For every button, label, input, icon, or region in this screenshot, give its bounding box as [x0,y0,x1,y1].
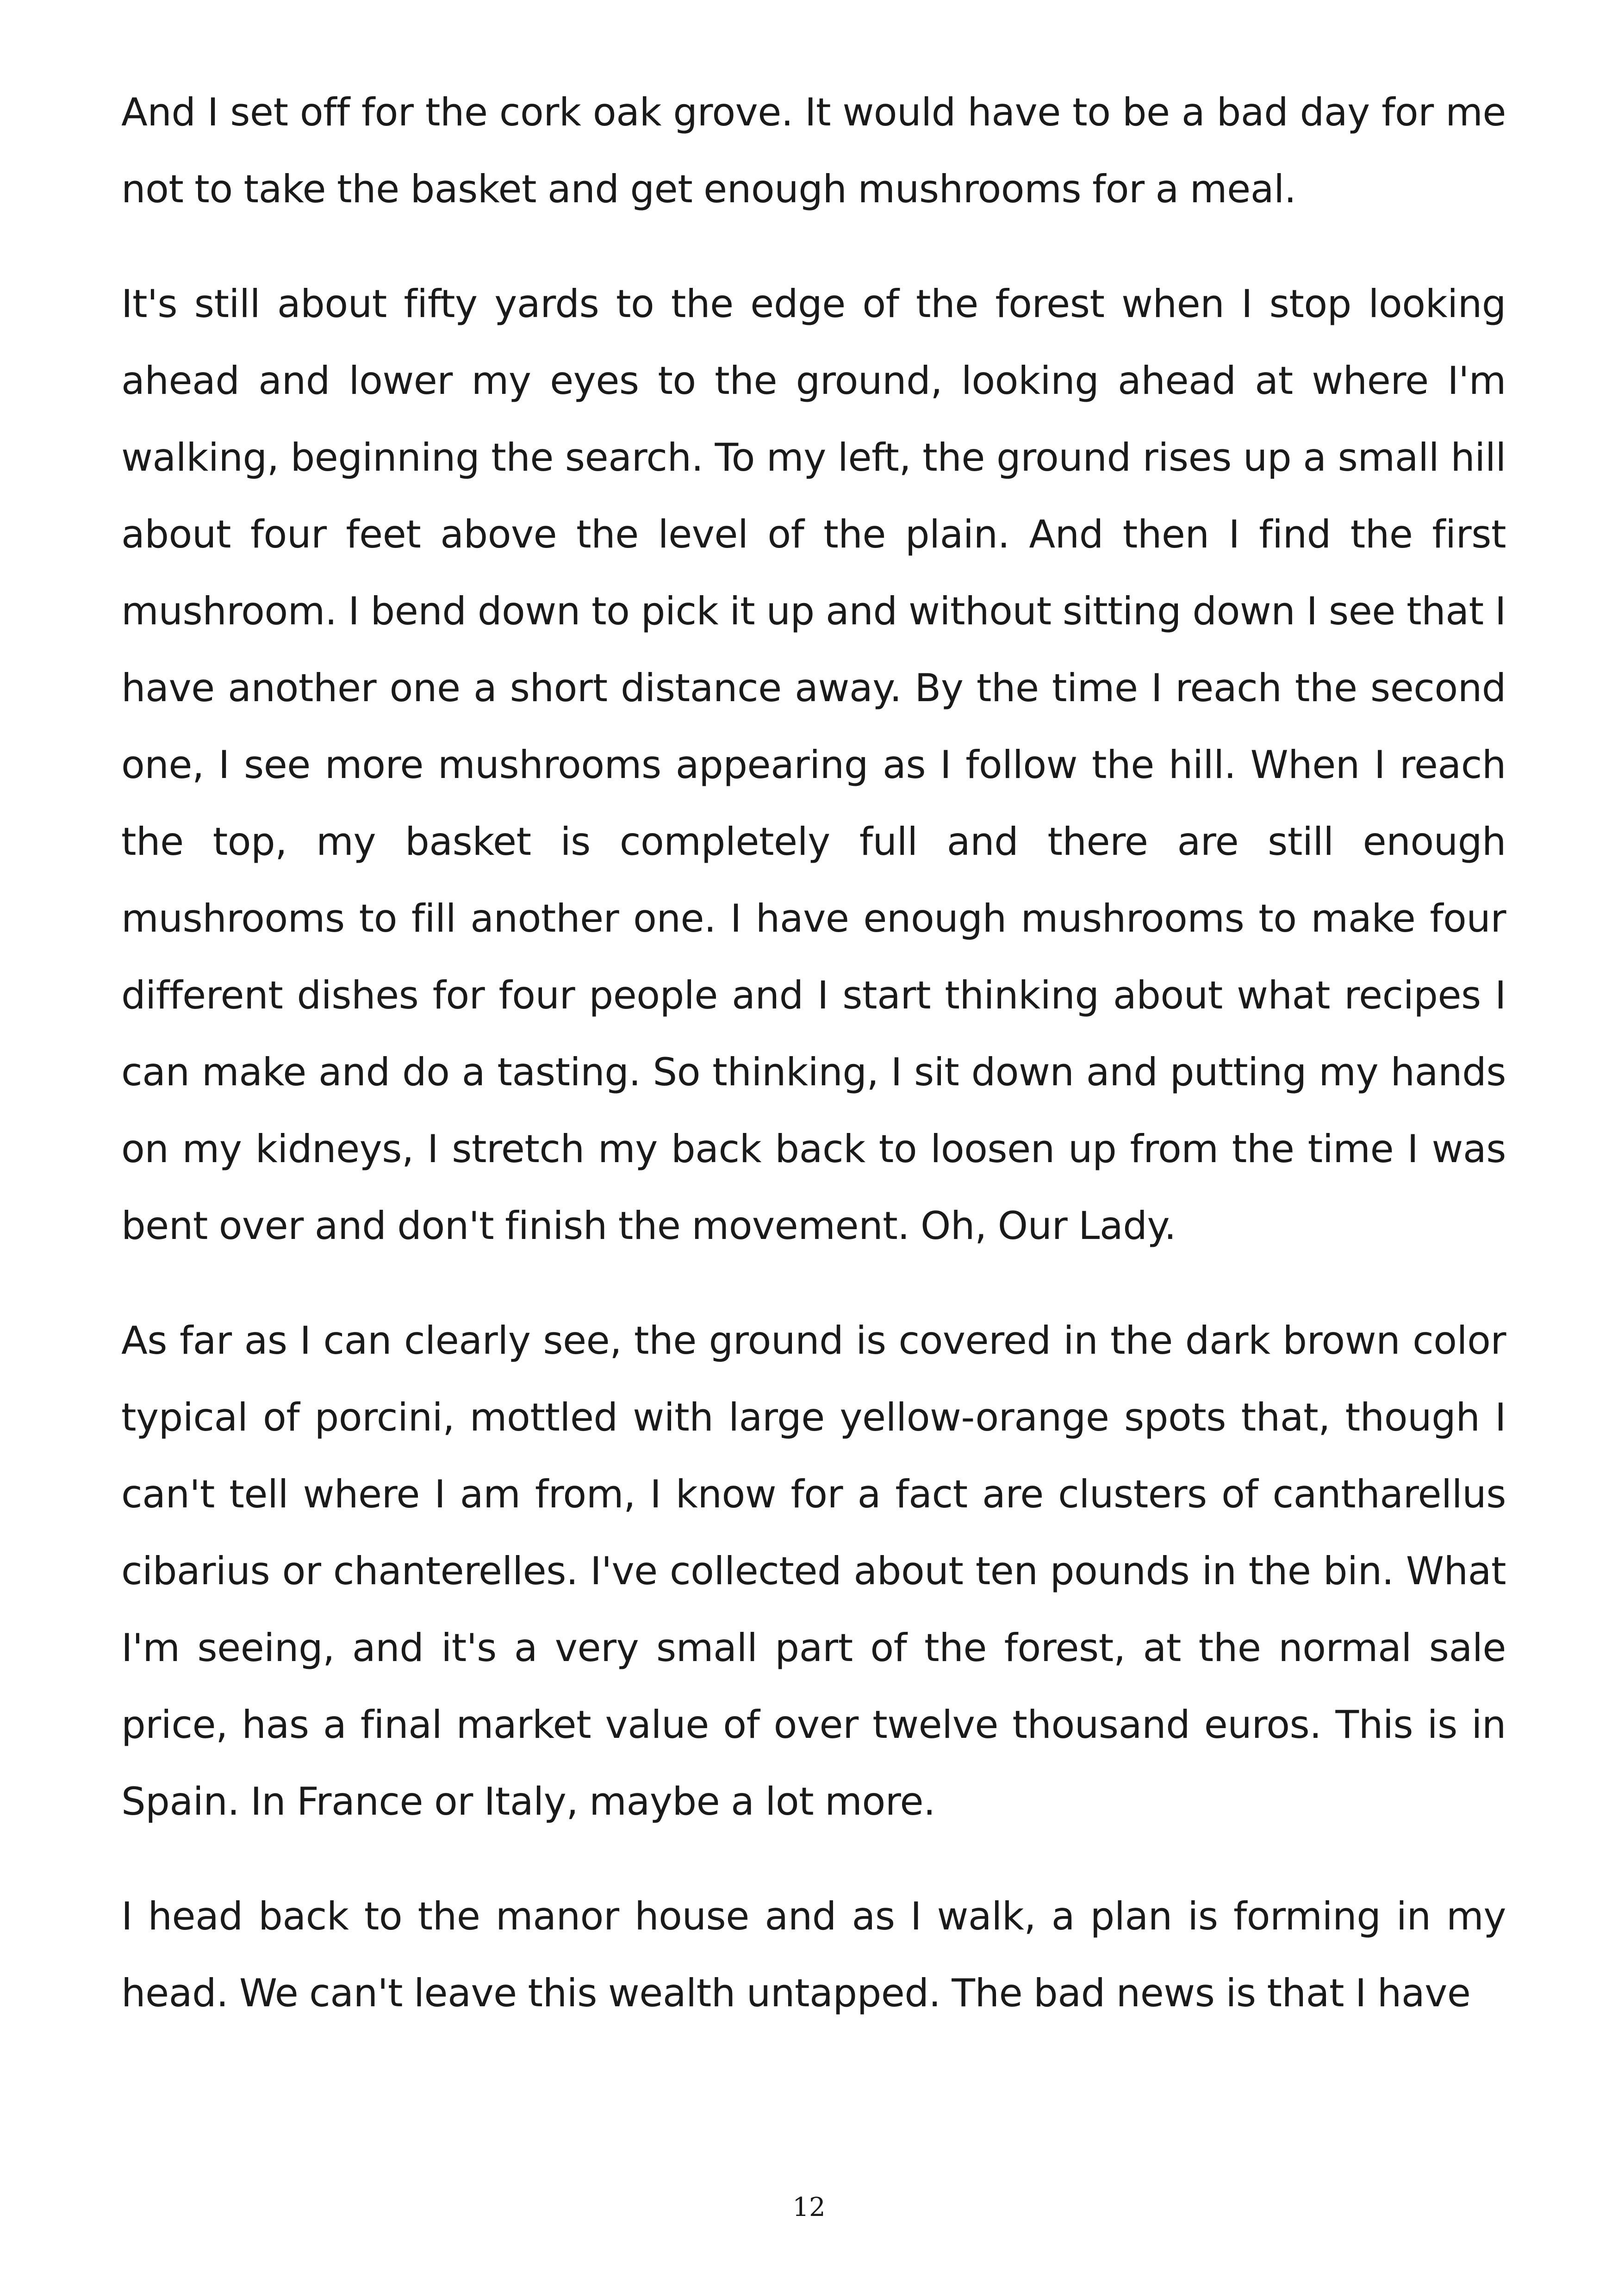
paragraph-1: And I set off for the cork oak grove. It would have to be a bad day for me not to take the basket and get enough mushrooms for a meal. [121,90,1506,212]
body-text [121,74,1506,2070]
paragraph-3: As far as I can clearly see, the ground is covered in the dark brown color typical of porcini, mottled with large yellow-orange spots that, though I can't tell where I am from, I know for a fact are clusters of cantharellus cibarius or chanterelles. I've collected about ten pounds in the bin. What I'm seeing, and it's a very small part of the forest, at the normal sale price, has a final market value of over twelve thousand euros. This is in Spain. In France or Italy, maybe a lot more. [121,1318,1506,1824]
page-number: 12 [792,2192,826,2222]
paragraph-2: It's still about fifty yards to the edge of the forest when I stop looking ahead and lower my eyes to the ground, looking ahead at where I'm walking, beginning the search. To my left, the ground rises up a small hill about four feet above the level of the plain. And then I find the first mushroom. I bend down to pick it up and without sitting down I see that I have another one a short distance away. By the time I reach the second one, I see more mushrooms appearing as I follow the hill. When I reach the top, my basket is completely full and there are still enough mushrooms to fill another one. I have enough mushrooms to make four different dishes for four people and I start thinking about what recipes I can make and do a tasting. So thinking, I sit down and putting my hands on my kidneys, I stretch my back back to loosen up from the time I was bent over and don't finish the movement. Oh, Our Lady. [121,281,1506,1248]
paragraph-4: I head back to the manor house and as I walk, a plan is forming in my head. We can't leave this wealth untapped. The bad news is that I have [121,1894,1506,2016]
